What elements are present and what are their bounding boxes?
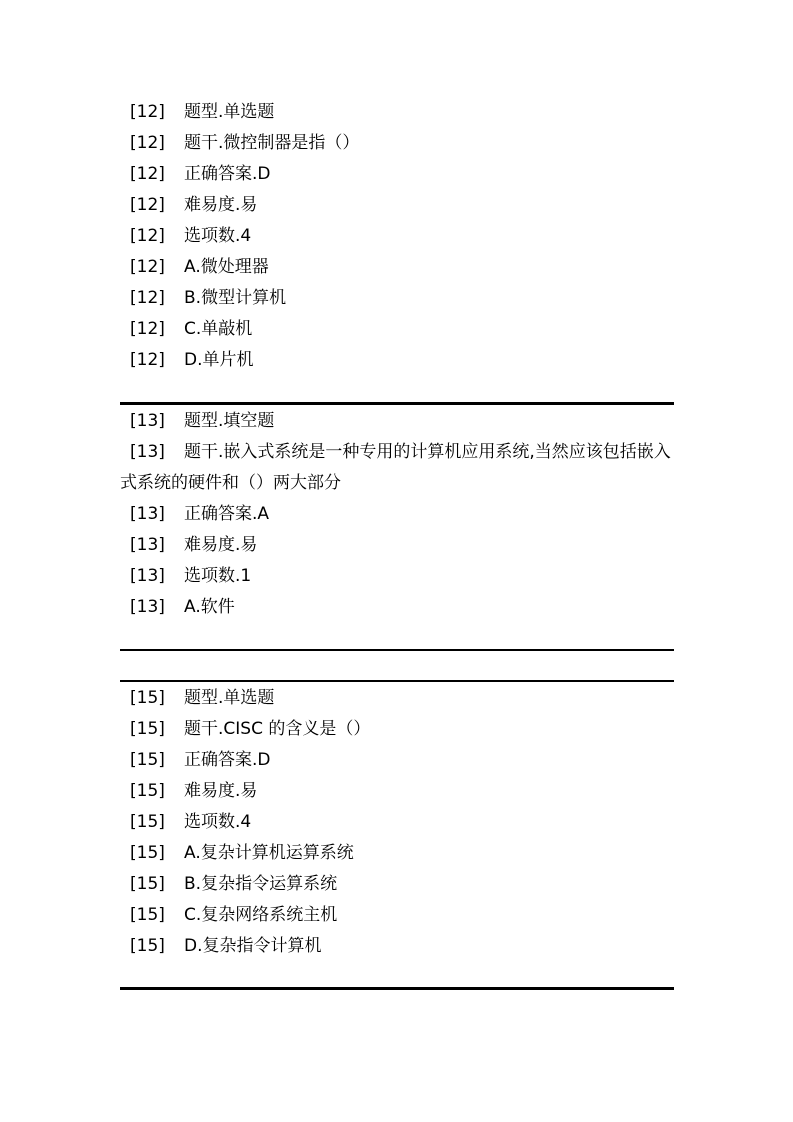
question-option-count: 选项数.4 [184,226,252,246]
question-stem: 题干.微控制器是指（） [184,133,360,153]
question-option: D.单片机 [184,350,254,370]
question-option-count-line [120,561,674,592]
question-option: C.单敲机 [184,319,253,339]
question-option: C.复杂网络系统主机 [184,905,338,925]
question-number: [13] [130,411,165,431]
question-option-count-line [120,807,674,838]
question-option-count-line [120,221,674,252]
question-option: B.复杂指令运算系统 [184,874,338,894]
question-stem: 题干.嵌入式系统是一种专用的计算机应用系统,当然应该包括嵌入式系统的硬件和（）两大部分 [120,442,671,493]
question-number: [12] [130,350,165,370]
question-number: [13] [130,504,165,524]
question-number: [12] [130,288,165,308]
question-difficulty: 难易度.易 [184,195,258,215]
section-divider [120,987,674,990]
question-number: [12] [130,102,165,122]
question-answer: 正确答案.D [184,164,271,184]
question-option-line [120,838,674,869]
question-number: [13] [130,597,165,617]
question-block-13 [120,406,674,623]
question-stem-line [120,128,674,159]
question-number: [12] [130,164,165,184]
question-difficulty-line [120,190,674,221]
question-number: [15] [130,781,165,801]
question-number: [15] [130,905,165,925]
question-difficulty-line [120,776,674,807]
question-difficulty: 难易度.易 [184,781,258,801]
question-option: D.复杂指令计算机 [184,936,322,956]
question-number: [15] [130,812,165,832]
question-option-line [120,283,674,314]
question-answer: 正确答案.D [184,750,271,770]
question-difficulty: 难易度.易 [184,535,258,555]
question-number: [12] [130,257,165,277]
question-number: [15] [130,750,165,770]
question-option-line [120,314,674,345]
question-option-line [120,252,674,283]
question-number: [12] [130,133,165,153]
question-answer-line [120,499,674,530]
question-difficulty-line [120,530,674,561]
question-stem: 题干.CISC 的含义是（） [184,719,371,739]
question-type-line [120,406,674,437]
question-number: [15] [130,874,165,894]
question-type-line [120,683,674,714]
section-divider [120,402,674,405]
question-option: A.软件 [184,597,235,617]
question-answer: 正确答案.A [184,504,270,524]
question-option-line [120,345,674,376]
question-number: [13] [130,566,165,586]
question-option: B.微型计算机 [184,288,287,308]
question-option-line [120,592,674,623]
question-number: [15] [130,843,165,863]
question-number: [13] [130,442,165,462]
question-number: [12] [130,319,165,339]
question-option-line [120,900,674,931]
question-number: [13] [130,535,165,555]
question-type: 题型.单选题 [184,688,275,708]
section-divider [120,680,674,682]
question-number: [15] [130,688,165,708]
question-block-12 [120,97,674,376]
question-option-count: 选项数.4 [184,812,252,832]
question-option-line [120,869,674,900]
question-answer-line [120,745,674,776]
section-divider [120,649,674,651]
question-type: 题型.单选题 [184,102,275,122]
question-number: [12] [130,195,165,215]
question-answer-line [120,159,674,190]
question-option: A.微处理器 [184,257,269,277]
question-number: [15] [130,719,165,739]
question-block-15 [120,683,674,962]
question-option: A.复杂计算机运算系统 [184,843,354,863]
question-stem-line [120,437,674,499]
question-stem-line [120,714,674,745]
question-option-count: 选项数.1 [184,566,252,586]
question-number: [15] [130,936,165,956]
question-type-line [120,97,674,128]
question-type: 题型.填空题 [184,411,275,431]
question-number: [12] [130,226,165,246]
question-option-line [120,931,674,962]
